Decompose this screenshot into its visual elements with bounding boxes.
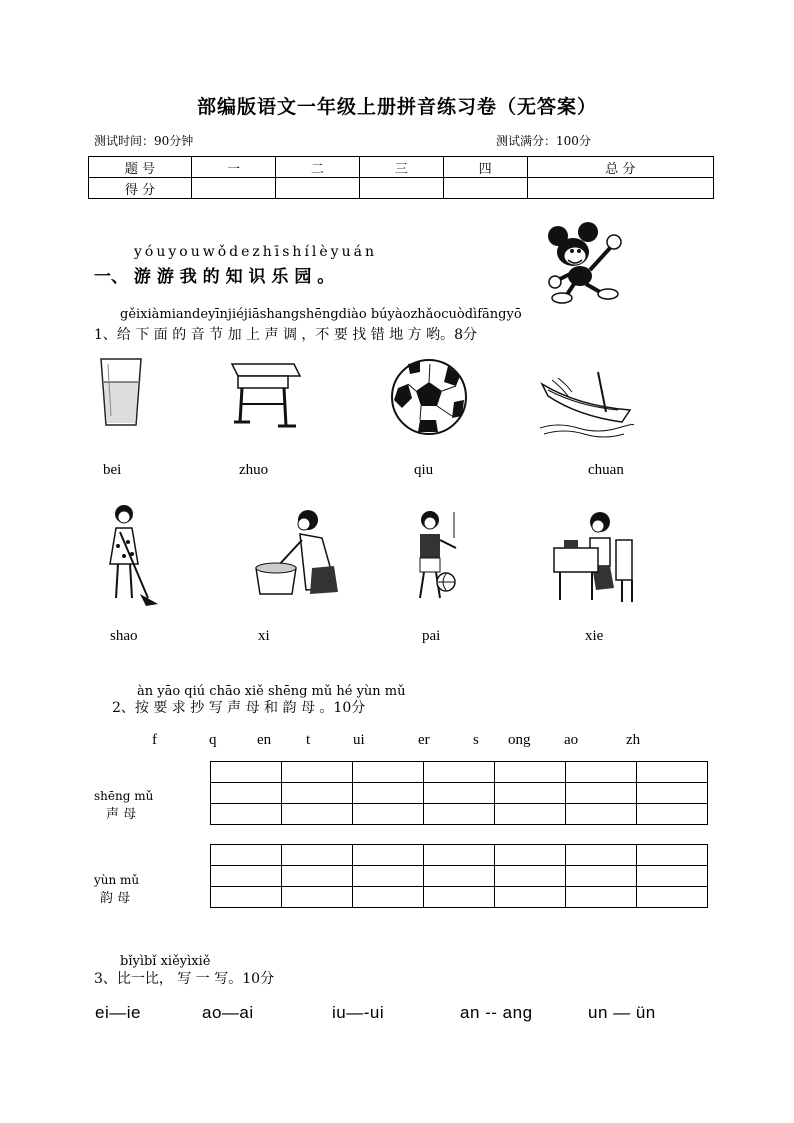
pinyin-label-qiu: qiu — [414, 462, 434, 478]
letter-item: ao — [564, 732, 579, 748]
grid-cell[interactable] — [424, 783, 495, 804]
mickey-mouse-icon — [544, 222, 636, 304]
yunmu-label: 韵 母 — [100, 891, 131, 906]
pinyin-label-zhuo: zhuo — [239, 462, 269, 478]
score-input-cell[interactable] — [275, 178, 359, 199]
grid-cell[interactable] — [495, 804, 566, 825]
q1-text: 1、给 下 面 的 音 节 加 上 声 调 ，不 要 找 错 地 方 哟。8分 — [94, 327, 478, 343]
q1-pinyin: gěixiàmiandeyīnjiéjiāshangshēngdiào búyàozhǎocuòdìfāngyō — [120, 307, 522, 322]
compare-pair: ao—ai — [202, 1003, 254, 1022]
boy-writing-icon — [552, 510, 636, 604]
grid-cell[interactable] — [353, 887, 424, 908]
grid-cell[interactable] — [282, 866, 353, 887]
grid-cell[interactable] — [211, 845, 282, 866]
grid-cell[interactable] — [495, 845, 566, 866]
grid-cell[interactable] — [637, 804, 708, 825]
grid-cell[interactable] — [424, 866, 495, 887]
shengmu-grid — [210, 761, 708, 825]
q2-pinyin: àn yāo qiú chāo xiě shēng mǔ hé yùn mǔ — [137, 684, 406, 699]
grid-cell[interactable] — [424, 804, 495, 825]
grid-cell[interactable] — [353, 845, 424, 866]
grid-cell[interactable] — [566, 783, 637, 804]
score-header-cell: 题 号 — [89, 157, 192, 178]
score-input-cell[interactable] — [443, 178, 527, 199]
grid-cell[interactable] — [566, 887, 637, 908]
score-header-cell: 一 — [192, 157, 276, 178]
q3-text: 3、比一比， 写 一 写。10分 — [94, 971, 275, 987]
grid-cell[interactable] — [566, 762, 637, 783]
soccer-ball-icon — [390, 358, 468, 436]
pinyin-label-pai: pai — [422, 628, 441, 644]
page-title: 部编版语文一年级上册拼音练习卷（无答案） — [196, 96, 597, 118]
grid-cell[interactable] — [424, 887, 495, 908]
shengmu-label: 声 母 — [106, 807, 137, 822]
test-time: 测试时间：90分钟 — [94, 134, 194, 148]
boat-icon — [538, 366, 634, 438]
q2-text: 2、按 要 求 抄 写 声 母 和 韵 母 。10分 — [112, 700, 366, 716]
girl-washing-icon — [252, 508, 340, 596]
grid-cell[interactable] — [211, 783, 282, 804]
letter-item: f — [152, 732, 157, 748]
score-input-cell[interactable] — [192, 178, 276, 199]
grid-cell[interactable] — [282, 762, 353, 783]
score-table — [88, 156, 714, 199]
pinyin-label-shao: shao — [110, 628, 138, 644]
grid-cell[interactable] — [637, 845, 708, 866]
letter-item: q — [209, 732, 217, 748]
letter-item: t — [306, 732, 311, 748]
grid-cell[interactable] — [495, 866, 566, 887]
score-row-label: 得 分 — [89, 178, 192, 199]
grid-cell[interactable] — [424, 845, 495, 866]
girl-sweeping-icon — [102, 502, 160, 606]
pinyin-label-xi: xi — [258, 628, 270, 644]
grid-cell[interactable] — [211, 762, 282, 783]
glass-cup-icon — [98, 356, 144, 428]
grid-cell[interactable] — [353, 762, 424, 783]
score-input-cell[interactable] — [527, 178, 713, 199]
grid-cell[interactable] — [282, 887, 353, 908]
letter-item: en — [257, 732, 272, 748]
letter-item: ui — [353, 732, 365, 748]
yunmu-grid — [210, 844, 708, 908]
pinyin-label-bei: bei — [103, 462, 122, 478]
score-input-cell[interactable] — [359, 178, 443, 199]
grid-cell[interactable] — [637, 866, 708, 887]
compare-pair: un — ün — [588, 1003, 656, 1022]
letter-item: s — [473, 732, 479, 748]
grid-cell[interactable] — [353, 783, 424, 804]
yunmu-pinyin: yùn mǔ — [94, 873, 140, 887]
grid-cell[interactable] — [211, 804, 282, 825]
section1-title: 一、 游 游 我 的 知 识 乐 园 。 — [94, 267, 335, 287]
score-header-cell: 三 — [359, 157, 443, 178]
grid-cell[interactable] — [353, 866, 424, 887]
grid-cell[interactable] — [566, 866, 637, 887]
score-header-cell: 总 分 — [527, 157, 713, 178]
letter-item: ong — [508, 732, 531, 748]
compare-pair: an -- ang — [460, 1003, 533, 1022]
grid-cell[interactable] — [566, 804, 637, 825]
grid-cell[interactable] — [495, 783, 566, 804]
pinyin-label-xie: xie — [585, 628, 604, 644]
pinyin-label-chuan: chuan — [588, 462, 624, 478]
letter-item: zh — [626, 732, 641, 748]
grid-cell[interactable] — [211, 866, 282, 887]
grid-cell[interactable] — [282, 783, 353, 804]
boy-bouncing-ball-icon — [410, 508, 468, 606]
compare-pair: ei—ie — [95, 1003, 141, 1022]
grid-cell[interactable] — [637, 887, 708, 908]
grid-cell[interactable] — [566, 845, 637, 866]
grid-cell[interactable] — [637, 762, 708, 783]
shengmu-pinyin: shēng mǔ — [94, 789, 154, 803]
compare-pair: iu—-ui — [332, 1003, 385, 1022]
q3-pinyin: bǐyìbǐ xiěyìxiě — [120, 954, 211, 969]
section1-pinyin: yóuyouwǒdezhīshílèyuán — [134, 244, 377, 260]
grid-cell[interactable] — [637, 783, 708, 804]
grid-cell[interactable] — [211, 887, 282, 908]
letter-item: er — [418, 732, 430, 748]
school-desk-icon — [228, 354, 302, 432]
score-header-cell: 二 — [275, 157, 359, 178]
grid-cell[interactable] — [282, 845, 353, 866]
grid-cell[interactable] — [495, 762, 566, 783]
grid-cell[interactable] — [282, 804, 353, 825]
test-full-score: 测试满分：100分 — [496, 134, 591, 148]
grid-cell[interactable] — [424, 762, 495, 783]
grid-cell[interactable] — [495, 887, 566, 908]
score-header-cell: 四 — [443, 157, 527, 178]
grid-cell[interactable] — [353, 804, 424, 825]
